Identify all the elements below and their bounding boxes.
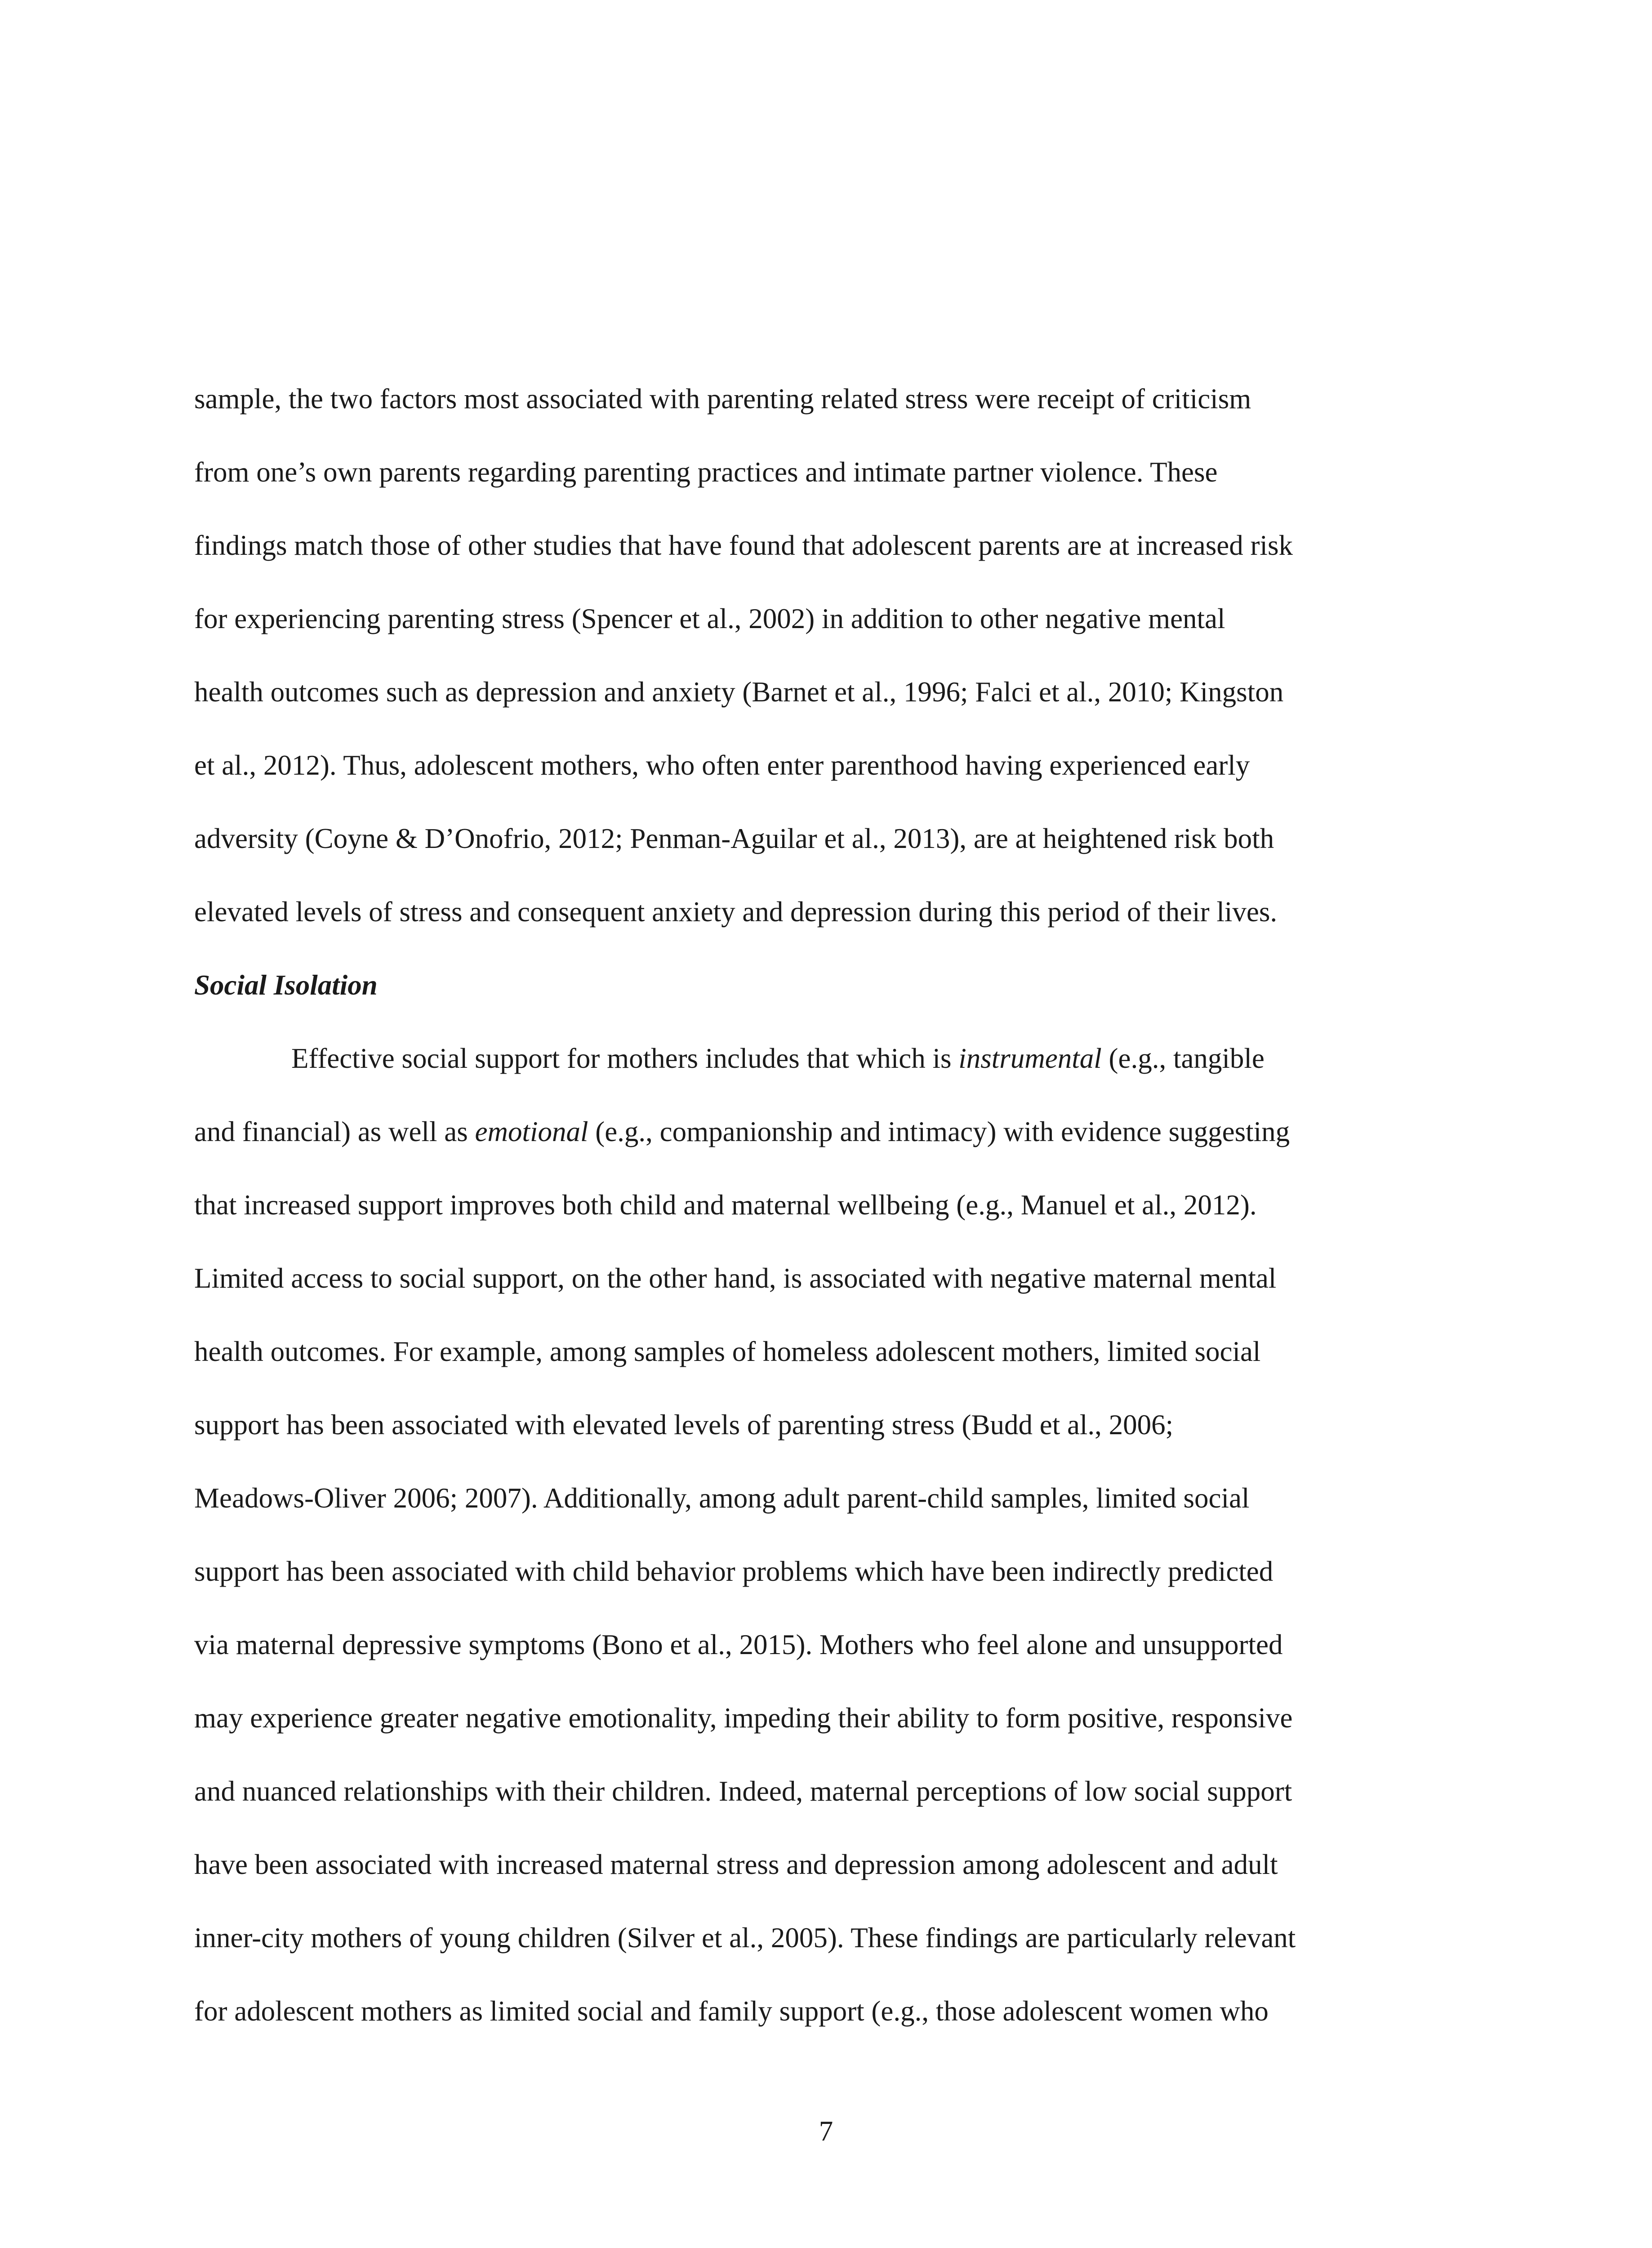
text-line: inner-city mothers of young children (Silver et al., 2005). These findings are particularly relevant [194,1922,1296,1954]
text-line: support has been associated with child behavior problems which have been indirectly predicted [194,1556,1274,1587]
text-line: elevated levels of stress and consequent anxiety and depression during this period of their lives. [194,896,1278,928]
text-span: and financial) as well as [194,1116,475,1147]
text-line: Meadows-Oliver 2006; 2007). Additionally, among adult parent-child samples, limited social [194,1482,1250,1514]
emphasis-text: instrumental [958,1043,1102,1074]
text-line: Limited access to social support, on the other hand, is associated with negative maternal mental [194,1262,1277,1294]
emphasis-text: emotional [475,1116,588,1147]
text-line: and nuanced relationships with their children. Indeed, maternal perceptions of low social support [194,1775,1292,1807]
text-line: sample, the two factors most associated with parenting related stress were receipt of criticism [194,383,1251,415]
text-span: (e.g., tangible [1101,1043,1265,1074]
text-line: that increased support improves both child and maternal wellbeing (e.g., Manuel et al., 2012). [194,1189,1257,1221]
paragraph-2 [194,1022,1447,2048]
page-number: 7 [819,2115,833,2147]
text-line: from one’s own parents regarding parenting practices and intimate partner violence. These [194,456,1218,488]
text-line [194,1022,1447,1095]
text-line: health outcomes. For example, among samples of homeless adolescent mothers, limited social [194,1336,1261,1367]
text-span: Effective social support for mothers includes that which is [291,1043,959,1074]
text-line: for experiencing parenting stress (Spencer et al., 2002) in addition to other negative mental [194,603,1225,634]
paragraph-1 [194,362,1447,949]
text-span: (e.g., companionship and intimacy) with evidence suggesting [588,1116,1290,1147]
text-line: have been associated with increased maternal stress and depression among adolescent and adult [194,1849,1278,1880]
text-line: et al., 2012). Thus, adolescent mothers, who often enter parenthood having experienced early [194,749,1250,781]
text-line: for adolescent mothers as limited social and family support (e.g., those adolescent women who [194,1995,1269,2027]
text-line: adversity (Coyne & D’Onofrio, 2012; Penman-Aguilar et al., 2013), are at heightened risk both [194,823,1274,854]
body-text [194,362,1447,2048]
text-line: health outcomes such as depression and anxiety (Barnet et al., 1996; Falci et al., 2010; Kingston [194,676,1284,708]
text-line: may experience greater negative emotionality, impeding their ability to form positive, responsive [194,1702,1293,1734]
text-line: via maternal depressive symptoms (Bono et al., 2015). Mothers who feel alone and unsupported [194,1629,1283,1660]
text-line: support has been associated with elevated levels of parenting stress (Budd et al., 2006; [194,1409,1174,1441]
text-line: findings match those of other studies that have found that adolescent parents are at increased risk [194,530,1293,561]
section-heading: Social Isolation [194,969,378,1001]
text-line [194,1095,1447,1169]
